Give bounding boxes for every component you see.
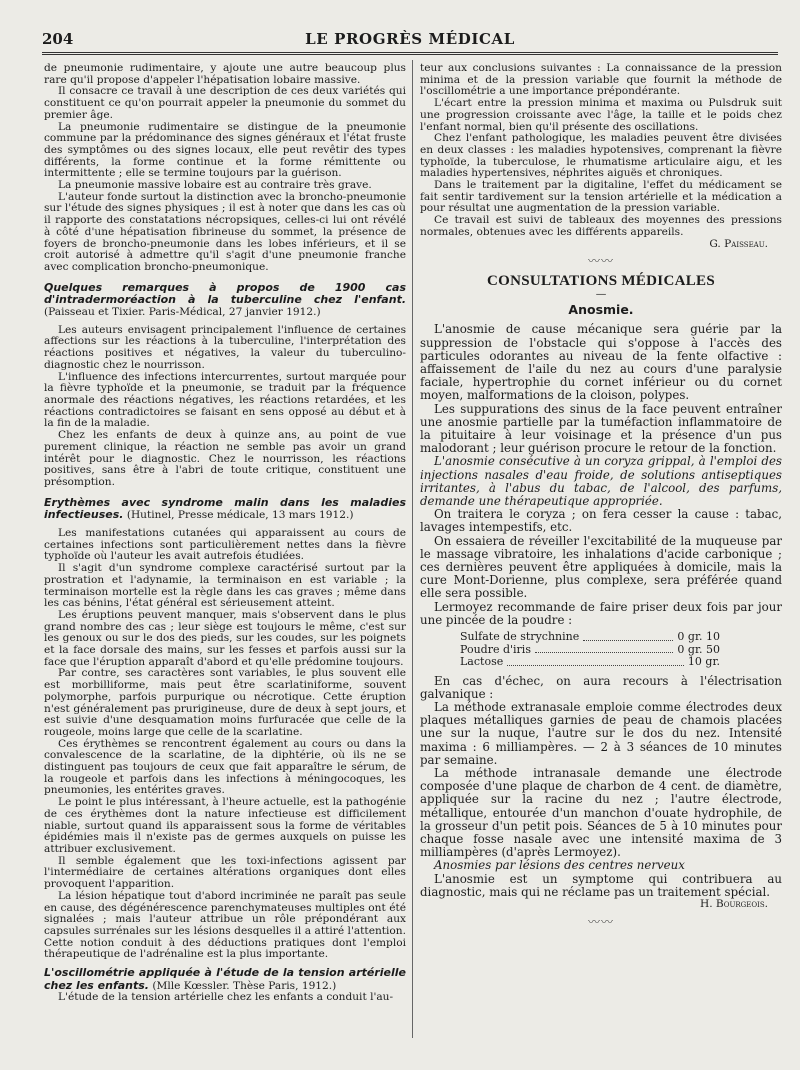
article-reference: (Mlle Kœssler. Thèse Paris, 1912.) — [152, 979, 337, 992]
section-title: CONSULTATIONS MÉDICALES — [487, 272, 715, 289]
prescription-table — [460, 631, 720, 669]
paragraph: L'anosmie est un symptome qui contribuera au diagnostic, mais qui ne réclame pas un traitement spécial. — [420, 871, 782, 899]
header-rule — [42, 52, 778, 55]
paragraph: Par contre, ses caractères sont variables, le plus souvent elle est morbilliforme, mais peut être scarlatiniforme, souvent polymorphe, parfois purpurique ou nécrotique. Cette éruption n'est généralement pas prurigineuse, dure de deux à sept jours, et est suivie d'une desquamation moins furfuracée que celle de la rougeole, moins large que celle de la scarlatine. — [44, 667, 406, 738]
paragraph: L'étude de la tension artérielle chez les enfants a conduit l'au- — [58, 991, 394, 1004]
paragraph: Il s'agit d'un syndrome complexe caractérisé surtout par la prostration et l'adynamie, la terminaison en est variable ; la terminaison mortelle est la règle dans les cas graves ; même dans les cas bénins, l'état général est sérieusement atteint. — [44, 562, 406, 610]
paragraph: L'écart entre la pression minima et maxima ou Pulsdruk suit une progression croissante avec l'âge, la taille et le poids chez l'enfant normal, bien qu'il présente des oscillations. — [420, 97, 782, 133]
article-title: L'oscillométrie appliquée à l'étude de la tension artérielle chez les enfants. — [44, 966, 406, 992]
consultation-body — [420, 323, 782, 899]
article-heading — [44, 967, 406, 992]
prescription-row: Poudre d'iris 0 gr. 50 — [460, 642, 720, 656]
article-reference: (Hutinel, Presse médicale, 13 mars 1912.) — [126, 509, 354, 522]
paragraph: La méthode extranasale emploie comme électrodes deux plaques métalliques garnies de peau de chamois placées une sur la nuque, l'autre sur le dos du nez. Intensité maxima : 6 milliampères. — 2 à 3 séances de 10 minutes par semaine. — [420, 699, 782, 767]
prescription-row: Sulfate de strychnine 0 gr. 10 — [460, 630, 720, 644]
paragraph: Ces érythèmes se rencontrent également au cours ou dans la convalescence de la scarlatine, de la diphtérie, où ils ne se distinguent pas toujours de ceux que fait apparaître le sérum, de la rougeole et parfois dans les infections à méningocoques, les pneumonies, les entérites graves. — [44, 737, 406, 797]
section-dash: — — [595, 287, 607, 300]
paragraph: On essaiera de réveiller l'excitabilité de la muqueuse par le massage vibratoire, les inhalations d'acide carbonique ; ces dernières peuvent être appliquées à domicile, mais la cure Mont-Dorienne, plus complexe, sera préférée quand elle sera possible. — [420, 533, 782, 601]
page-header — [42, 30, 778, 52]
paragraph: La méthode intranasale demande une électrode composée d'une plaque de charbon de 4 cent. de diamètre, appliquée sur la racine du nez ; l'autre électrode, métallique, entourée d'un manchon d'ouate hydrophile, de la grosseur d'un petit pois. Séances de 5 à 10 minutes pour chaque fosse nasale avec une intensité maxima de 3 milliampères (d'après Lermoyez). — [420, 765, 782, 860]
page-number: 204 — [42, 30, 74, 48]
article-title: Quelques remarques à propos de 1900 cas d'intradermoréaction à la tuberculine chez l'enfant. — [44, 280, 406, 307]
signature: H. Bourgeois. — [699, 897, 768, 910]
paragraph: Dans le traitement par la digitaline, l'effet du médicament se fait sentir tardivement sur la tension artérielle et la médication a pour résultat une augmentation de la pression variable. — [420, 179, 782, 215]
subsection-title: Anosmie. — [568, 301, 634, 317]
paragraph: L'anosmie consécutive à un coryza grippal, à l'emploi des injections nasales d'eau froide, de solutions antiseptiques irritantes, à l'abus du tabac, de l'alcool, des parfums, demande une thérapeutique appropriée. — [420, 454, 782, 508]
paragraph: Il semble également que les toxi-infections agissent par l'intermédiaire de certaines altérations organiques dont elles provoquent l'apparition. — [44, 854, 406, 891]
ornament-divider: 〰〰 — [587, 914, 614, 929]
left-column — [44, 63, 406, 1042]
article-reference: (Paisseau et Tixier. Paris-Médical, 27 janvier 1912.) — [44, 306, 321, 319]
paragraph: Les auteurs envisagent principalement l'influence de certaines affections sur les réactions à la tuberculine, l'interprétation des réactions positives et négatives, la valeur du tuberculino-diagnostic chez le nourrisson. — [44, 323, 406, 371]
article-title: Erythèmes avec syndrome malin dans les maladies infectieuses. — [44, 495, 406, 522]
paragraph: Anosmies par lésions des centres nerveux — [434, 858, 685, 873]
article-heading — [44, 497, 406, 522]
article-heading — [44, 282, 406, 319]
paragraph: L'influence des infections intercurrentes, surtout marquée pour la fièvre typhoïde et la pneumonie, se traduit par la fréquence anormale des réactions négatives, les réactions retardées, et les réactions contradictoires se faisant en sens opposé au début et à la fin de la maladie. — [44, 370, 406, 430]
paragraph: La pneumonie rudimentaire se distingue de la pneumonie commune par la prédominance des signes généraux et l'état fruste des symptômes ou des signes locaux, elle peut revêtir des types différents, la forme continue et la forme rémittente ou intermittente ; elle se termine toujours par la guérison. — [44, 120, 406, 180]
paragraph: L'auteur fonde surtout la distinction avec la broncho-pneumonie sur l'étude des signes physiques ; il est à noter que dans les cas où il rapporte des constatations nécropsiques, celles-ci lui ont révélé à côté d'une hépatisation fibrineuse du sommet, la présence de foyers de broncho-pneumonie dans les lobes inférieurs, et il se croit autorisé à admettre qu'il s'agit d'une pneumonie franche avec complication broncho-pneumonique. — [44, 190, 406, 273]
paragraph: La pneumonie massive lobaire est au contraire très grave. — [58, 179, 372, 192]
paragraph: de pneumonie rudimentaire, y ajoute une autre beaucoup plus rare qu'il propose d'appeler l'hépatisation lobaire massive. — [44, 63, 406, 86]
signature: G. Paisseau. — [709, 237, 768, 250]
paragraph: Les suppurations des sinus de la face peuvent entraîner une anosmie partielle par la tuméfaction inflammatoire de la pituitaire à leur voisinage et la présence d'un pus malodorant ; leur guérison procure le retour de la fonction. — [420, 401, 782, 456]
paragraph: Le point le plus intéressant, à l'heure actuelle, est la pathogénie de ces érythèmes dont la nature infectieuse est difficilement niable, surtout quand ils apparaissent sous la forme de véritables épidémies mais il n'existe pas de germes auxquels on puisse les attribuer exclusivement. — [44, 796, 406, 855]
journal-title: LE PROGRÈS MÉDICAL — [305, 30, 515, 48]
paragraph: Chez l'enfant pathologique, les maladies peuvent être divisées en deux classes : les maladies hypotensives, comprenant la fièvre typhoïde, la tuberculose, le rhumatisme articulaire aigu, et les maladies hypertensives, néphrites aiguës et chroniques. — [420, 132, 782, 180]
paragraph: teur aux conclusions suivantes : La connaissance de la pression minima et de la pression variable que fournit la méthode de l'oscillométrie a une importance prépondérante. — [420, 63, 782, 98]
paragraph: La lésion hépatique tout d'abord incriminée ne paraît pas seule en cause, des dégénérescence parenchymateuses multiples ont été signalées ; mais l'auteur attribue un rôle prépondérant aux capsules surrénales sur les lésions desquelles il a attiré l'attention. Cette notion conduit à des déductions pratiques dont l'emploi thérapeutique de l'adrénaline est la plus importante. — [44, 889, 406, 961]
paragraph: Lermoyez recommande de faire priser deux fois par jour une pincée de la poudre : — [420, 599, 782, 627]
paragraph: Les éruptions peuvent manquer, mais s'observent dans le plus grand nombre des cas ; leur siège est toujours le même, c'est sur les genoux ou sur le dos des pieds, sur les coudes, sur les poignets et la face dorsale des mains, sur les fesses et parfois aussi sur la face que l'éruption apparaît d'abord et qu'elle prédomine toujours. — [44, 608, 406, 668]
paragraph: En cas d'échec, on aura recours à l'électrisation galvanique : — [420, 673, 782, 701]
paragraph: Ce travail est suivi de tableaux des moyennes des pressions normales, obtenues avec les différents appareils. — [420, 214, 782, 238]
right-column — [420, 63, 782, 1042]
prescription-row: Lactose 10 gr. — [460, 655, 720, 669]
paragraph: On traitera le coryza ; on fera cesser la cause : tabac, lavages intempestifs, etc. — [420, 507, 782, 535]
paragraph: L'anosmie de cause mécanique sera guérie par la suppression de l'obstacle qui s'oppose à l'accès des particules odorantes au niveau de la fente olfactive : affaissement de l'aile du nez au cours d'une paralysie faciale, hypertrophie du cornet inférieur ou du cornet moyen, malformations de la cloison, polypes. — [420, 322, 782, 403]
paragraph: Il consacre ce travail à une description de ces deux variétés qui constituent ce qu'on pourrait appeler la pneumonie du sommet du premier âge. — [44, 85, 406, 121]
ornament-divider: 〰〰 — [587, 254, 614, 269]
paragraph: Les manifestations cutanées qui apparaissent au cours de certaines infections sont particulièrement nettes dans la fièvre typhoïde où l'auteur les avait autrefois étudiées. — [44, 527, 406, 563]
paragraph: Chez les enfants de deux à quinze ans, au point de vue purement clinique, la réaction ne semble pas avoir un grand intérêt pour le diagnostic. Chez le nourrisson, les réactions positives, sans être à l'abri de toute critique, constituent une présomption. — [44, 429, 406, 488]
column-divider — [412, 60, 413, 1038]
